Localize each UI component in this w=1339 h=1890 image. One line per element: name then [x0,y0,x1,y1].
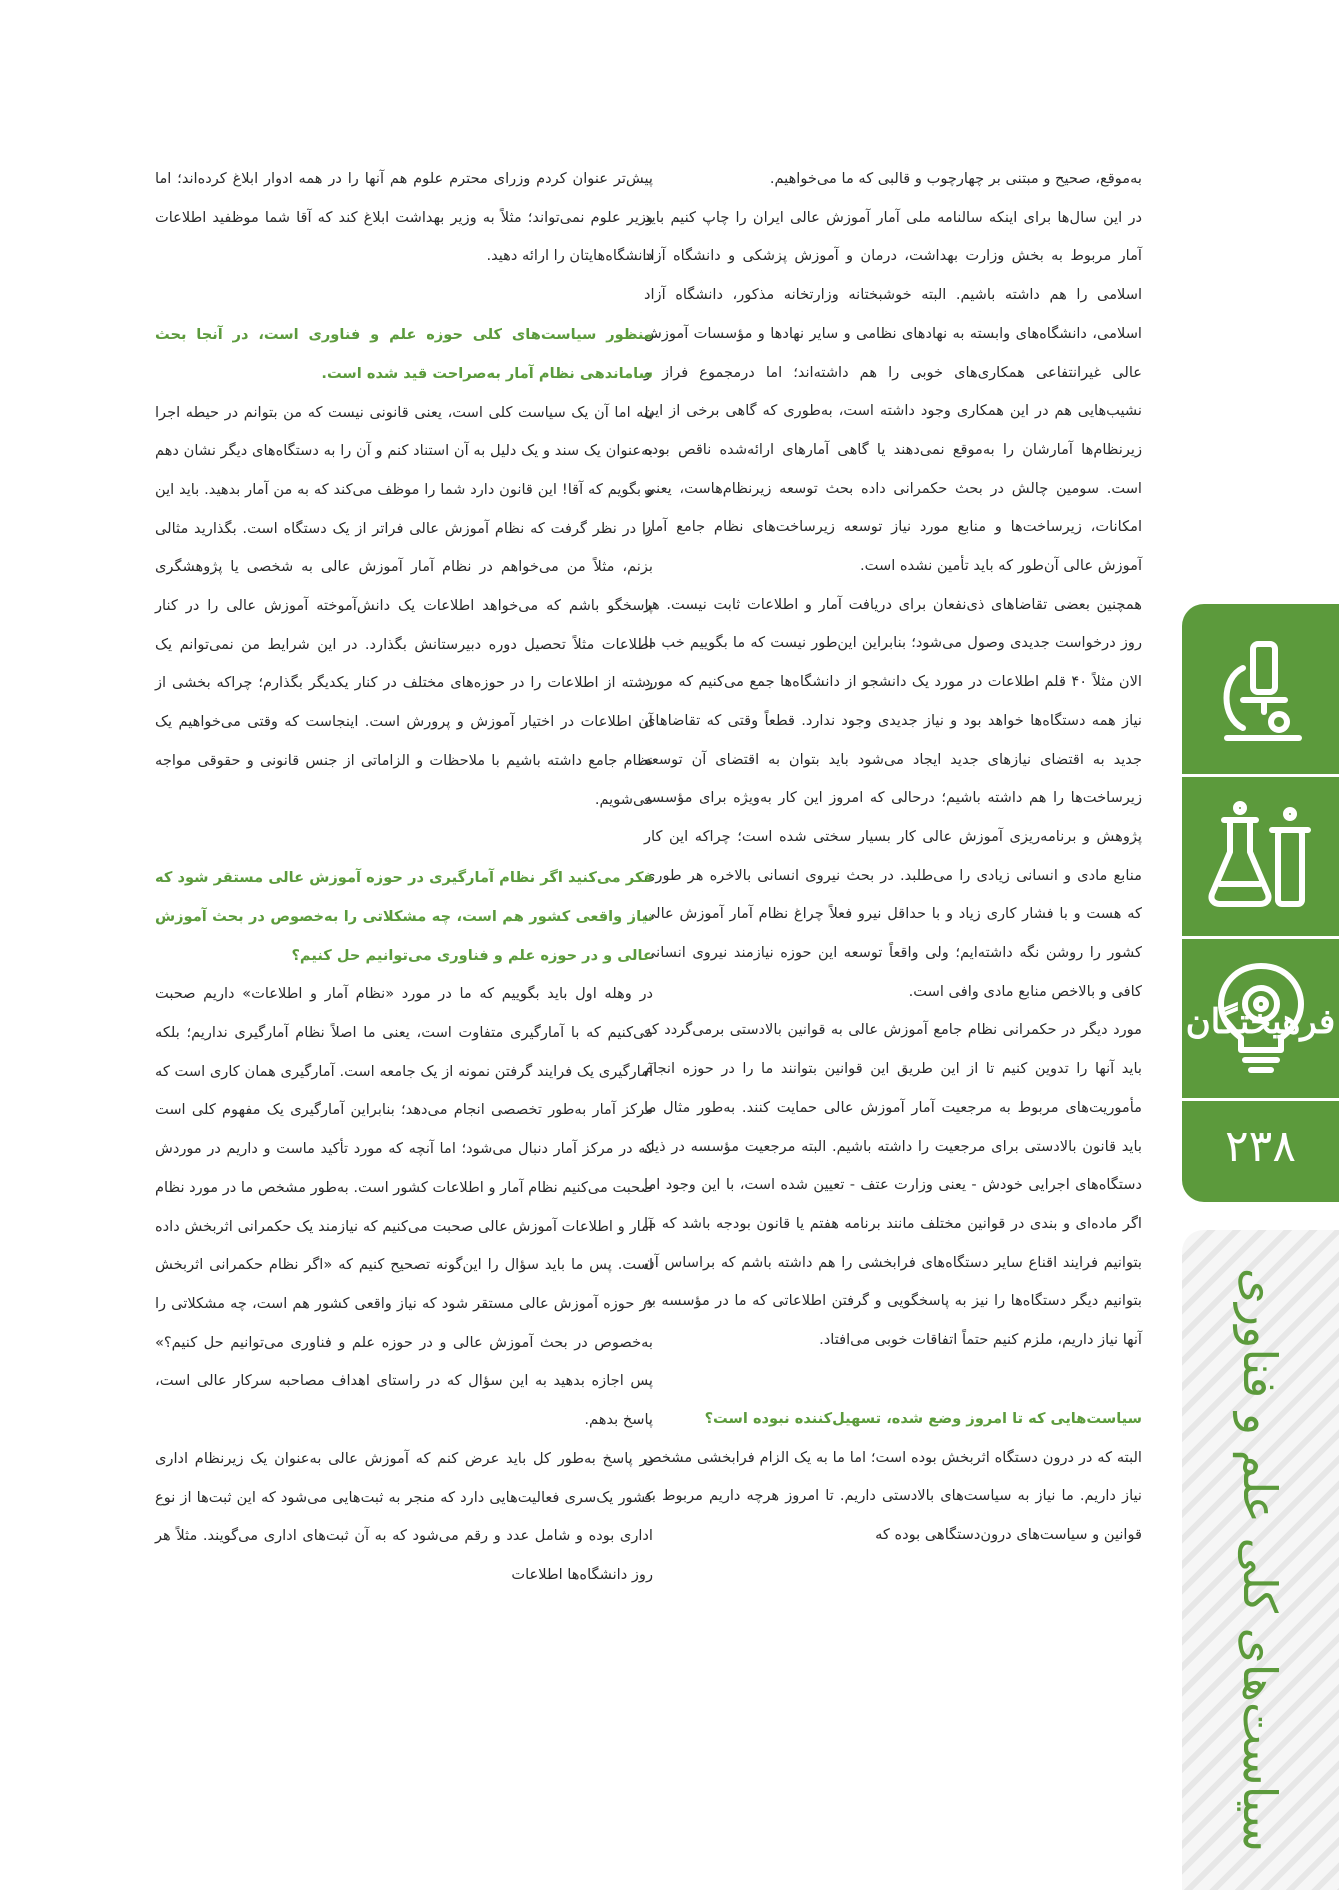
paragraph-spacer [644,1360,1142,1400]
paragraph: مورد دیگر در حکمرانی نظام جامع آموزش عالی به قوانین بالادستی برمی‌گردد که باید آنها را تدوین کنیم تا از این طریق این قوانین بتوانند ما را در حوزه انجام مأموریت‌های مربوط به مرجعیت آمار آموزش عالی حمایت کنند. به‌طور مثال ما باید قانون بالادستی برای مرجعیت را داشته باشیم. البته مرجعیت مؤسسه در ذیل دستگاه‌های اجرایی خودش - یعنی وزارت عتف - تعیین شده است، با این وجود اما اگر ماده‌ای و بندی در قوانین مختلف مانند برنامه هفتم یا قانون بودجه باشد که ما بتوانیم فرایند اقناع سایر دستگاه‌های فرابخشی را هم داشته باشم که براساس آن بتوانیم دیگر دستگاه‌ها را نیز به پاسخگویی و گرفتن اطلاعاتی که ما در مؤسسه به آنها نیاز داریم، ملزم کنیم حتماً اتفاقات خوبی می‌افتاد. [644,1021,1142,1349]
paragraph: به‌موقع، صحیح و مبتنی بر چهارچوب و قالبی که ما می‌خواهیم. [769,170,1142,187]
paragraph: در پاسخ به‌طور کل باید عرض کنم که آموزش عالی به‌عنوان یک زیرنظام اداری کشور یک‌سری فعالیت‌هایی دارد که منجر به ثبت‌هایی می‌شود که این ثبت‌ها از نوع اداری بوده و شامل عدد و رقم می‌شود که به آن ثبت‌های اداری می‌گویند. مثلاً هر روز دانشگاه‌ها اطلاعات [155,1449,653,1583]
paragraph: همچنین بعضی تقاضاهای ذی‌نفعان برای دریافت آمار و اطلاعات ثابت نیست. هر روز درخواست جدیدی وصول می‌شود؛ بنابراین این‌طور نیست که ما بگوییم خب ما الان مثلاً ۴۰ قلم اطلاعات در مورد یک دانشجو از دانشگاه‌ها جمع می‌کنیم که مورد نیاز همه دستگاه‌ها خواهد بود و نیاز جدیدی وجود ندارد. قطعاً وقتی که تقاضاهای جدید به اقتضای نیازهای جدید ایجاد می‌شود باید بتوان به اقتضای آن توسعه زیرساخت‌ها را هم داشته باشیم؛ درحالی که امروز این کار به‌ویژه برای مؤسسه پژوهش و برنامه‌ریزی آموزش عالی کار بسیار سختی شده است؛ چراکه این کار منابع مادی و انسانی زیادی را می‌طلبد. در بحث نیروی انسانی بالاخره هر طوری که هست و با فشار کاری زیاد و با حداقل نیرو فعلاً چراغ نظام آمار آموزش عالی کشور را روشن نگه داشته‌ایم؛ ولی واقعاً توسعه این حوزه نیازمند نیروی انسانی کافی و بالاخص منابع مادی وافی است. [644,595,1142,1000]
microscope-icon [1182,618,1339,768]
brand-name: فرهیختگان [1185,1002,1336,1042]
paragraph: البته که در درون دستگاه اثربخش بوده است؛ اما ما به یک الزام فرابخشی مشخص نیاز داریم. ما نیاز به سیاست‌های بالادستی داریم. تا امروز هرچه داریم مربوط به قوانین و سیاست‌های درون‌دستگاهی بوده که [644,1448,1142,1543]
paragraph: در این سال‌ها برای اینکه سالنامه ملی آمار آموزش عالی ایران را چاپ کنیم باید آمار مربوط به بخش وزارت بهداشت، درمان و آموزش پزشکی و دانشگاه آزاد اسلامی را هم داشته باشیم. البته خوشبختانه وزارتخانه مذکور، دانشگاه آزاد اسلامی، دانشگاه‌های وابسته به نهادهای نظامی و سایر نهادها و مؤسسات آموزش عالی غیرانتفاعی همکاری‌های خوبی را هم داشته‌اند؛ اما درمجموع فراز و نشیب‌هایی هم در این همکاری وجود داشته است، به‌طوری که گاهی برخی از این زیرنظام‌ها آمارشان را به‌موقع نمی‌دهند یا گاهی آمارهای ارائه‌شده ناقص بوده است. سومین چالش در بحث حکمرانی داده بحث توسعه زیرنظام‌هاست، یعنی امکانات، زیرساخت‌ها و منابع مورد نیاز توسعه زیرساخت‌های نظام جامع آمار آموزش عالی آن‌طور که باید تأمین نشده است. [644,208,1142,575]
text-column-left [155,160,653,1595]
paragraph-spacer [155,276,653,316]
page-number: ۲۳۸ [1225,1120,1296,1172]
brand-logo [1182,976,1339,1068]
section-title: سیاست‌های کلی علم و فناوری [1233,1267,1288,1853]
chemistry-flask-icon [1182,780,1339,930]
interview-question: منظور سیاست‌های کلی حوزه علم و فناوری است، در آنجا بحث ساماندهی نظام آمار به‌صراحت قید شده است. [155,326,653,382]
interview-question: فکر می‌کنید اگر نظام آمارگیری در حوزه آموزش عالی مستقر شود که نیاز واقعی کشور هم است، چه مشکلاتی را به‌خصوص در بحث آموزش عالی و در حوزه علم و فناوری می‌توانیم حل کنیم؟ [155,869,653,964]
paragraph: پیش‌تر عنوان کردم وزرای محترم علوم هم آنها را در همه ادوار ابلاغ کرده‌اند؛ اما وزیر علوم نمی‌تواند؛ مثلاً به وزیر بهداشت ابلاغ کند که آقا شما موظفید اطلاعات دانشگاه‌هایتان را ارائه دهید. [155,170,653,265]
paragraph-spacer [155,819,653,859]
text-column-right [644,160,1142,1555]
paragraph: در وهله اول باید بگوییم که ما در مورد «نظام آمار و اطلاعات» داریم صحبت می‌کنیم که با آمارگیری متفاوت است، یعنی ما اصلاً نظام آمارگیری نداریم؛ بلکه آمارگیری یک فرایند گرفتن نمونه از یک جامعه است. آمارگیری همان کاری است که مرکز آمار به‌طور تخصصی انجام می‌دهد؛ بنابراین آمارگیری یک مفهوم کلی است که در مرکز آمار دنبال می‌شود؛ اما آنچه که مورد تأکید ماست و داریم در موردش صحبت می‌کنیم نظام آمار و اطلاعات کشور است. به‌طور مشخص ما در مورد نظام آمار و اطلاعات آموزش عالی صحبت می‌کنیم که نیازمند یک حکمرانی اثربخش داده است. پس ما باید سؤال را این‌گونه تصحیح کنیم که «اگر نظام حکمرانی اثربخش در حوزه آموزش عالی مستقر شود که نیاز واقعی کشور هم است، چه مشکلاتی را به‌خصوص در بحث آموزش عالی و در حوزه علم و فناوری می‌توانیم حل کنیم؟» پس اجازه بدهید به این سؤال که در راستای اهداف مصاحبه سرکار عالی است، پاسخ بدهم. [155,985,653,1429]
paragraph: بله اما آن یک سیاست کلی است، یعنی قانونی نیست که من بتوانم در حیطه اجرا به‌عنوان یک سند و یک دلیل به آن استناد کنم و آن را به دستگاه‌های دیگر نشان دهم و بگویم که آقا! این قانون دارد شما را موظف می‌کند که به من آمار بدهید. باید این را در نظر گرفت که نظام آموزش عالی فراتر از یک دستگاه است. بگذارید مثالی بزنم، مثلاً من می‌خواهم در نظام آمار آموزش عالی به شخصی یا پژوهشگری پاسخگو باشم که می‌خواهد اطلاعات یک دانش‌آموخته آموزش عالی را در کنار اطلاعات مثلاً تحصیل دوره دبیرستانش بگذارد. در این شرایط من نمی‌توانم یک رشته از اطلاعات را در حوزه‌های مختلف در کنار یکدیگر بگذارم؛ چراکه بخشی از آن اطلاعات در اختیار آموزش و پرورش است. اینجاست که وقتی می‌خواهیم یک نظام جامع داشته باشیم با ملاحظات و الزاماتی از جنس قانونی و حقوقی مواجه می‌شویم. [155,403,653,808]
section-title-vertical [1182,1230,1339,1890]
interview-question: سیاست‌هایی که تا امروز وضع شده، تسهیل‌کننده نبوده است؟ [704,1409,1142,1427]
